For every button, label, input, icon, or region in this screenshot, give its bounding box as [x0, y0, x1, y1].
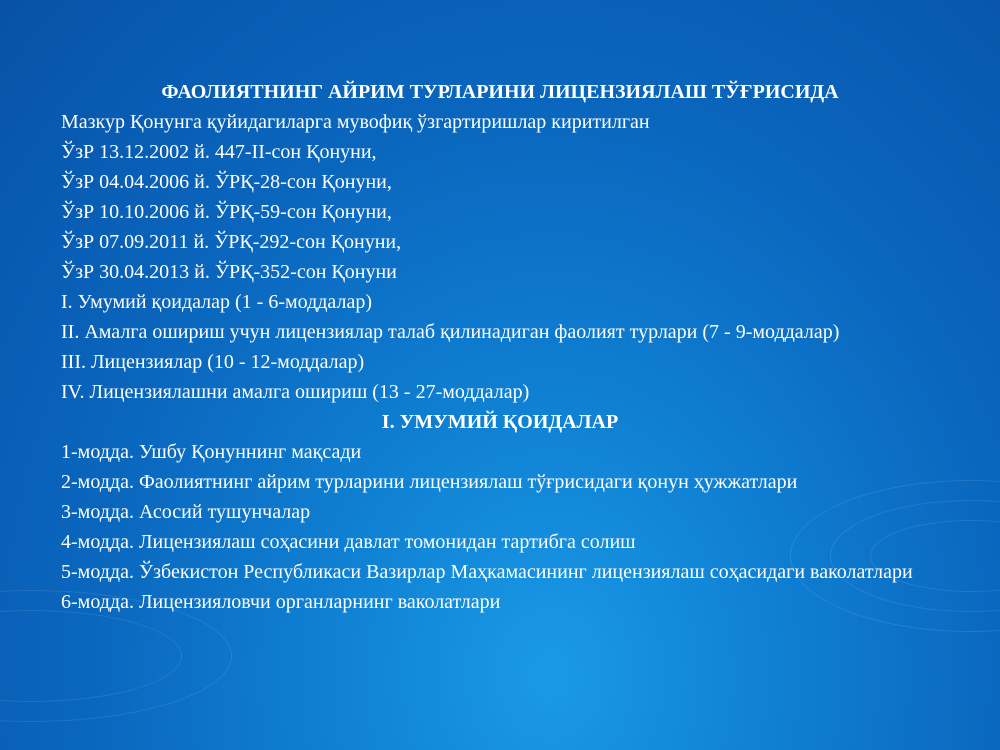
- slide-content: [61, 77, 939, 617]
- amendments-intro: Мазкур Қонунга қуйидагиларга мувофиқ ўзгартиришлар киритилган: [61, 111, 650, 133]
- amendment-item: ЎзР 10.10.2006 й. ЎРҚ-59-сон Қонуни,: [61, 201, 392, 223]
- chapter-item: II. Амалга ошириш учун лицензиялар талаб қилинадиган фаолият турлари (7 - 9-моддалар): [61, 321, 840, 343]
- section-heading: I. УМУМИЙ ҚОИДАЛАР: [381, 411, 619, 433]
- chapter-item: I. Умумий қоидалар (1 - 6-моддалар): [61, 291, 373, 313]
- article-item: 3-модда. Асосий тушунчалар: [61, 501, 311, 523]
- article-item: 6-модда. Лицензияловчи органларнинг ваколатлари: [61, 591, 501, 613]
- amendment-item: ЎзР 04.04.2006 й. ЎРҚ-28-сон Қонуни,: [61, 171, 392, 193]
- amendment-item: ЎзР 13.12.2002 й. 447-II-сон Қонуни,: [61, 141, 377, 163]
- article-item: 2-модда. Фаолиятнинг айрим турларини лицензиялаш тўғрисидаги қонун ҳужжатлари: [61, 471, 798, 493]
- document-title: ФАОЛИЯТНИНГ АЙРИМ ТУРЛАРИНИ ЛИЦЕНЗИЯЛАШ ТЎҒРИСИДА: [161, 81, 839, 103]
- amendment-item: ЎзР 30.04.2013 й. ЎРҚ-352-сон Қонуни: [61, 261, 397, 283]
- article-item: 5-модда. Ўзбекистон Республикаси Вазирлар Маҳкамасининг лицензиялаш соҳасидаги ваколатлари: [61, 561, 913, 583]
- chapter-item: III. Лицензиялар (10 - 12-моддалар): [61, 351, 365, 373]
- article-item: 4-модда. Лицензиялаш соҳасини давлат томонидан тартибга солиш: [61, 531, 636, 553]
- chapter-item: IV. Лицензиялашни амалга ошириш (13 - 27-моддалар): [61, 381, 530, 403]
- article-item: 1-модда. Ушбу Қонуннинг мақсади: [61, 441, 362, 463]
- amendment-item: ЎзР 07.09.2011 й. ЎРҚ-292-сон Қонуни,: [61, 231, 402, 253]
